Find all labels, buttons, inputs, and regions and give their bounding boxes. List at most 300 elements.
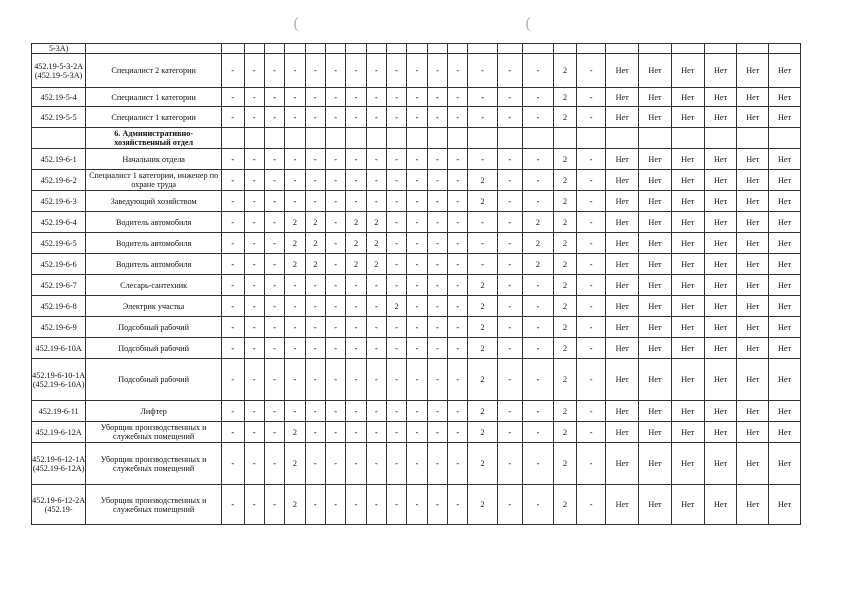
value-cell: Нет: [737, 443, 769, 485]
value-cell: Нет: [606, 401, 639, 422]
value-cell: Нет: [704, 191, 737, 212]
value-cell: 2: [468, 485, 497, 525]
value-cell: Нет: [737, 296, 769, 317]
value-cell: 2: [468, 191, 497, 212]
value-cell: -: [264, 170, 284, 191]
table-row: [32, 107, 801, 128]
value-cell: [639, 44, 672, 54]
value-cell: Нет: [704, 422, 737, 443]
value-cell: -: [448, 233, 468, 254]
value-cell: -: [448, 107, 468, 128]
value-cell: -: [305, 359, 325, 401]
value-cell: -: [366, 443, 386, 485]
position-cell: Уборщик производственных и служебных помещений: [86, 485, 222, 525]
value-cell: -: [346, 338, 366, 359]
value-cell: [704, 128, 737, 149]
value-cell: Нет: [769, 191, 801, 212]
value-cell: -: [221, 212, 244, 233]
value-cell: -: [427, 170, 447, 191]
value-cell: [468, 128, 497, 149]
value-cell: -: [576, 107, 605, 128]
value-cell: -: [325, 422, 345, 443]
value-cell: -: [366, 485, 386, 525]
value-cell: -: [522, 485, 554, 525]
value-cell: -: [366, 317, 386, 338]
value-cell: 2: [554, 317, 577, 338]
value-cell: Нет: [606, 254, 639, 275]
value-cell: -: [366, 170, 386, 191]
value-cell: Нет: [606, 233, 639, 254]
value-cell: [769, 44, 801, 54]
value-cell: -: [285, 359, 305, 401]
value-cell: Нет: [769, 338, 801, 359]
value-cell: -: [407, 149, 427, 170]
value-cell: -: [221, 170, 244, 191]
value-cell: -: [325, 401, 345, 422]
value-cell: -: [448, 401, 468, 422]
value-cell: 2: [305, 254, 325, 275]
value-cell: Нет: [639, 338, 672, 359]
value-cell: [522, 44, 554, 54]
value-cell: -: [244, 54, 264, 88]
value-cell: -: [264, 401, 284, 422]
value-cell: -: [264, 359, 284, 401]
value-cell: Нет: [639, 233, 672, 254]
value-cell: Нет: [606, 485, 639, 525]
workplace-code-cell: 5-3А): [32, 44, 86, 54]
value-cell: -: [522, 107, 554, 128]
workplace-code-cell: 452.19-6-11: [32, 401, 86, 422]
value-cell: Нет: [639, 317, 672, 338]
value-cell: Нет: [606, 422, 639, 443]
value-cell: -: [497, 191, 522, 212]
value-cell: -: [407, 485, 427, 525]
value-cell: -: [522, 338, 554, 359]
value-cell: -: [576, 485, 605, 525]
value-cell: -: [221, 233, 244, 254]
value-cell: Нет: [704, 149, 737, 170]
value-cell: 2: [468, 401, 497, 422]
value-cell: Нет: [769, 54, 801, 88]
value-cell: -: [407, 275, 427, 296]
value-cell: -: [346, 317, 366, 338]
value-cell: -: [576, 170, 605, 191]
position-cell: Подсобный рабочий: [86, 359, 222, 401]
position-cell: Заведующий хозяйством: [86, 191, 222, 212]
value-cell: -: [387, 212, 407, 233]
value-cell: -: [576, 54, 605, 88]
position-cell: [86, 44, 222, 54]
value-cell: -: [264, 338, 284, 359]
value-cell: -: [221, 338, 244, 359]
value-cell: 2: [468, 275, 497, 296]
value-cell: -: [407, 338, 427, 359]
value-cell: -: [244, 107, 264, 128]
value-cell: 2: [554, 191, 577, 212]
value-cell: Нет: [704, 88, 737, 107]
value-cell: Нет: [704, 443, 737, 485]
value-cell: -: [576, 359, 605, 401]
value-cell: Нет: [737, 212, 769, 233]
value-cell: Нет: [671, 401, 704, 422]
table-row: [32, 275, 801, 296]
value-cell: 2: [554, 54, 577, 88]
value-cell: Нет: [606, 443, 639, 485]
value-cell: [264, 128, 284, 149]
workplace-code-cell: 452.19-5-3-2А (452.19-5-3А): [32, 54, 86, 88]
value-cell: -: [221, 317, 244, 338]
value-cell: -: [325, 88, 345, 107]
value-cell: -: [522, 275, 554, 296]
table-row: [32, 54, 801, 88]
value-cell: [671, 128, 704, 149]
table-row: [32, 296, 801, 317]
value-cell: Нет: [769, 359, 801, 401]
value-cell: -: [522, 88, 554, 107]
workplace-code-cell: 452.19-6-4: [32, 212, 86, 233]
value-cell: -: [427, 149, 447, 170]
value-cell: -: [448, 422, 468, 443]
value-cell: -: [244, 275, 264, 296]
value-cell: -: [221, 401, 244, 422]
value-cell: -: [576, 191, 605, 212]
value-cell: -: [366, 149, 386, 170]
value-cell: -: [576, 88, 605, 107]
value-cell: -: [387, 422, 407, 443]
value-cell: -: [522, 317, 554, 338]
position-cell: Слесарь-сантехник: [86, 275, 222, 296]
value-cell: -: [468, 54, 497, 88]
value-cell: -: [427, 88, 447, 107]
value-cell: Нет: [704, 170, 737, 191]
value-cell: Нет: [671, 422, 704, 443]
value-cell: -: [448, 317, 468, 338]
value-cell: -: [366, 338, 386, 359]
value-cell: -: [366, 54, 386, 88]
value-cell: -: [407, 233, 427, 254]
value-cell: -: [576, 338, 605, 359]
value-cell: [554, 128, 577, 149]
value-cell: -: [576, 422, 605, 443]
value-cell: Нет: [704, 401, 737, 422]
value-cell: -: [346, 422, 366, 443]
value-cell: [497, 128, 522, 149]
value-cell: -: [387, 485, 407, 525]
position-cell: Подсобный рабочий: [86, 317, 222, 338]
value-cell: -: [325, 317, 345, 338]
value-cell: -: [407, 88, 427, 107]
value-cell: -: [325, 485, 345, 525]
value-cell: Нет: [671, 485, 704, 525]
value-cell: -: [497, 88, 522, 107]
value-cell: -: [387, 317, 407, 338]
value-cell: [407, 128, 427, 149]
position-cell: Водитель автомобиля: [86, 254, 222, 275]
value-cell: Нет: [704, 212, 737, 233]
value-cell: -: [305, 338, 325, 359]
value-cell: 2: [468, 317, 497, 338]
value-cell: [468, 44, 497, 54]
value-cell: -: [576, 443, 605, 485]
value-cell: Нет: [606, 191, 639, 212]
value-cell: -: [448, 296, 468, 317]
value-cell: -: [387, 401, 407, 422]
value-cell: -: [497, 233, 522, 254]
value-cell: Нет: [639, 88, 672, 107]
workplace-code-cell: 452.19-6-7: [32, 275, 86, 296]
value-cell: Нет: [704, 359, 737, 401]
value-cell: [366, 128, 386, 149]
value-cell: 2: [554, 275, 577, 296]
value-cell: -: [387, 443, 407, 485]
value-cell: 2: [285, 254, 305, 275]
value-cell: Нет: [639, 401, 672, 422]
value-cell: -: [448, 54, 468, 88]
value-cell: -: [221, 296, 244, 317]
value-cell: -: [305, 275, 325, 296]
value-cell: -: [448, 338, 468, 359]
value-cell: [671, 44, 704, 54]
value-cell: Нет: [671, 317, 704, 338]
workplace-code-cell: 452.19-6-5: [32, 233, 86, 254]
value-cell: -: [448, 191, 468, 212]
value-cell: -: [346, 443, 366, 485]
value-cell: 2: [554, 422, 577, 443]
value-cell: 2: [554, 485, 577, 525]
value-cell: Нет: [671, 212, 704, 233]
value-cell: -: [285, 317, 305, 338]
value-cell: -: [522, 54, 554, 88]
value-cell: -: [366, 401, 386, 422]
value-cell: Нет: [704, 54, 737, 88]
value-cell: Нет: [769, 296, 801, 317]
value-cell: 2: [468, 422, 497, 443]
value-cell: 2: [554, 170, 577, 191]
value-cell: -: [576, 254, 605, 275]
value-cell: 2: [468, 338, 497, 359]
value-cell: -: [522, 191, 554, 212]
value-cell: -: [407, 401, 427, 422]
value-cell: [346, 44, 366, 54]
value-cell: -: [407, 317, 427, 338]
value-cell: -: [221, 485, 244, 525]
value-cell: -: [497, 443, 522, 485]
value-cell: -: [264, 485, 284, 525]
value-cell: Нет: [704, 254, 737, 275]
table-row: [32, 422, 801, 443]
value-cell: [221, 44, 244, 54]
value-cell: Нет: [769, 149, 801, 170]
value-cell: -: [427, 317, 447, 338]
value-cell: Нет: [606, 275, 639, 296]
value-cell: -: [264, 296, 284, 317]
value-cell: Нет: [671, 191, 704, 212]
value-cell: 2: [554, 296, 577, 317]
value-cell: -: [427, 275, 447, 296]
value-cell: Нет: [737, 233, 769, 254]
value-cell: 2: [554, 443, 577, 485]
value-cell: -: [305, 317, 325, 338]
value-cell: -: [346, 107, 366, 128]
value-cell: -: [244, 170, 264, 191]
value-cell: -: [427, 422, 447, 443]
value-cell: -: [522, 170, 554, 191]
value-cell: -: [325, 107, 345, 128]
value-cell: Нет: [671, 254, 704, 275]
value-cell: [285, 128, 305, 149]
value-cell: -: [346, 191, 366, 212]
value-cell: -: [407, 212, 427, 233]
value-cell: -: [325, 359, 345, 401]
value-cell: Нет: [704, 338, 737, 359]
value-cell: [221, 128, 244, 149]
value-cell: 2: [387, 296, 407, 317]
position-cell: Электрик участка: [86, 296, 222, 317]
value-cell: -: [346, 275, 366, 296]
value-cell: -: [407, 170, 427, 191]
value-cell: -: [264, 317, 284, 338]
value-cell: Нет: [737, 317, 769, 338]
value-cell: Нет: [671, 107, 704, 128]
value-cell: Нет: [704, 317, 737, 338]
value-cell: 2: [285, 443, 305, 485]
value-cell: [427, 128, 447, 149]
value-cell: -: [305, 422, 325, 443]
value-cell: Нет: [704, 275, 737, 296]
value-cell: Нет: [639, 254, 672, 275]
position-cell: Специалист 1 категории: [86, 88, 222, 107]
value-cell: 2: [554, 88, 577, 107]
value-cell: Нет: [606, 88, 639, 107]
value-cell: -: [221, 88, 244, 107]
value-cell: -: [427, 212, 447, 233]
value-cell: -: [407, 254, 427, 275]
value-cell: -: [244, 254, 264, 275]
value-cell: -: [427, 443, 447, 485]
value-cell: 2: [305, 212, 325, 233]
value-cell: [639, 128, 672, 149]
value-cell: -: [497, 338, 522, 359]
value-cell: -: [576, 275, 605, 296]
value-cell: -: [576, 317, 605, 338]
value-cell: -: [305, 54, 325, 88]
value-cell: 2: [554, 212, 577, 233]
value-cell: -: [264, 212, 284, 233]
value-cell: 2: [554, 359, 577, 401]
value-cell: -: [468, 254, 497, 275]
value-cell: -: [244, 359, 264, 401]
value-cell: -: [285, 88, 305, 107]
value-cell: [305, 44, 325, 54]
value-cell: -: [427, 485, 447, 525]
value-cell: Нет: [639, 212, 672, 233]
value-cell: -: [497, 107, 522, 128]
value-cell: [387, 44, 407, 54]
value-cell: -: [448, 443, 468, 485]
value-cell: -: [346, 485, 366, 525]
value-cell: -: [497, 170, 522, 191]
value-cell: [606, 128, 639, 149]
table-row: [32, 317, 801, 338]
value-cell: 2: [285, 485, 305, 525]
value-cell: -: [346, 296, 366, 317]
value-cell: Нет: [671, 296, 704, 317]
value-cell: Нет: [737, 359, 769, 401]
workplace-code-cell: 452.19-6-3: [32, 191, 86, 212]
value-cell: [497, 44, 522, 54]
value-cell: 2: [554, 401, 577, 422]
value-cell: Нет: [737, 485, 769, 525]
value-cell: [576, 44, 605, 54]
position-cell: Лифтер: [86, 401, 222, 422]
value-cell: -: [305, 485, 325, 525]
value-cell: -: [366, 275, 386, 296]
value-cell: -: [497, 212, 522, 233]
workplace-code-cell: 452.19-6-9: [32, 317, 86, 338]
value-cell: -: [407, 191, 427, 212]
value-cell: -: [346, 401, 366, 422]
value-cell: -: [427, 191, 447, 212]
value-cell: -: [305, 401, 325, 422]
value-cell: -: [264, 191, 284, 212]
value-cell: -: [387, 88, 407, 107]
value-cell: -: [366, 422, 386, 443]
value-cell: -: [576, 233, 605, 254]
value-cell: [448, 128, 468, 149]
value-cell: -: [448, 170, 468, 191]
assessment-table: [31, 43, 801, 525]
value-cell: 2: [554, 254, 577, 275]
value-cell: -: [387, 233, 407, 254]
value-cell: Нет: [671, 88, 704, 107]
value-cell: [346, 128, 366, 149]
value-cell: [264, 44, 284, 54]
value-cell: -: [468, 149, 497, 170]
value-cell: -: [325, 338, 345, 359]
value-cell: Нет: [671, 338, 704, 359]
value-cell: [305, 128, 325, 149]
value-cell: Нет: [671, 54, 704, 88]
value-cell: Нет: [606, 149, 639, 170]
value-cell: Нет: [769, 107, 801, 128]
value-cell: -: [387, 338, 407, 359]
value-cell: -: [497, 485, 522, 525]
value-cell: Нет: [769, 485, 801, 525]
value-cell: -: [325, 212, 345, 233]
value-cell: -: [407, 422, 427, 443]
value-cell: -: [522, 401, 554, 422]
value-cell: -: [264, 88, 284, 107]
value-cell: -: [448, 149, 468, 170]
value-cell: -: [448, 254, 468, 275]
value-cell: -: [325, 233, 345, 254]
value-cell: -: [366, 191, 386, 212]
table-row: [32, 338, 801, 359]
value-cell: -: [221, 422, 244, 443]
value-cell: 2: [366, 254, 386, 275]
value-cell: Нет: [737, 107, 769, 128]
value-cell: Нет: [606, 170, 639, 191]
value-cell: -: [325, 191, 345, 212]
value-cell: -: [497, 422, 522, 443]
value-cell: [387, 128, 407, 149]
value-cell: 2: [285, 422, 305, 443]
value-cell: -: [221, 149, 244, 170]
value-cell: -: [244, 485, 264, 525]
position-cell: Начальник отдела: [86, 149, 222, 170]
value-cell: -: [285, 296, 305, 317]
table-row: [32, 443, 801, 485]
